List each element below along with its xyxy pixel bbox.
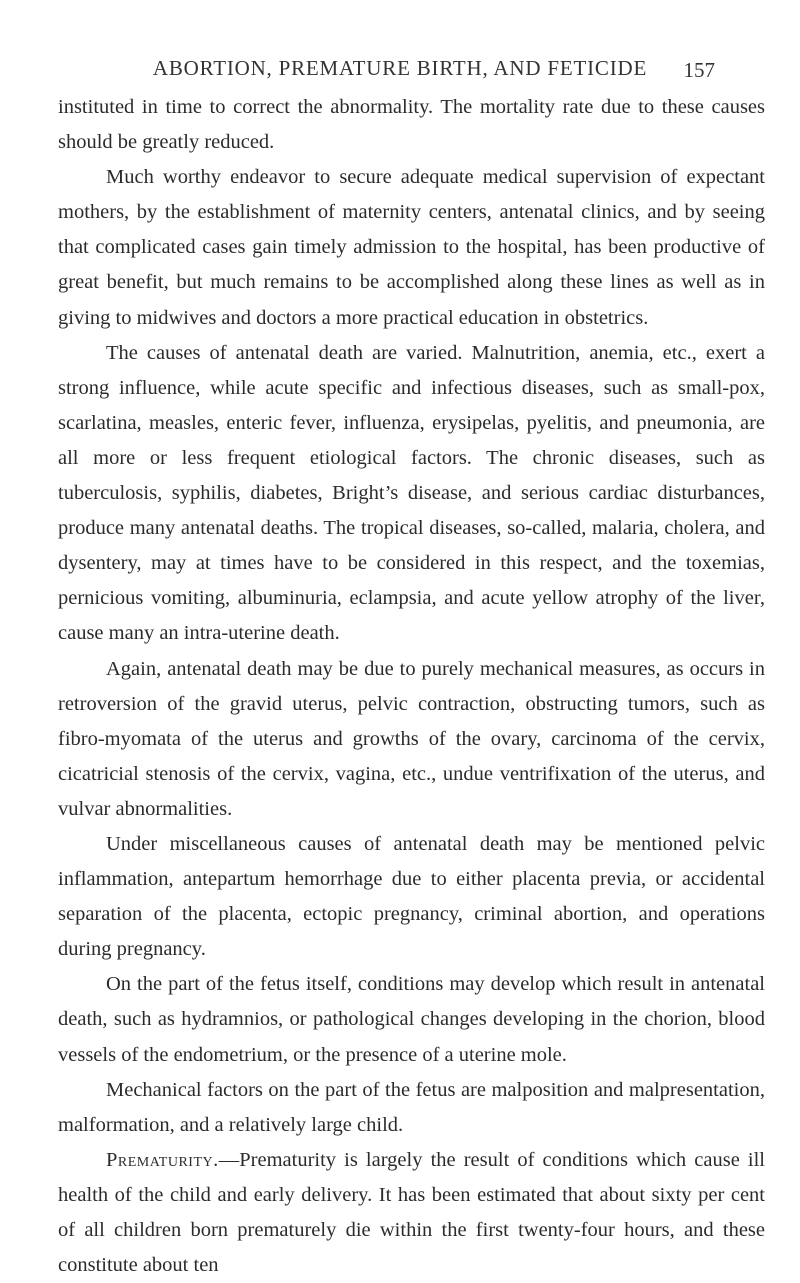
prematurity-text: —Prematurity is largely the result of conditions which cause ill health of the child and early delivery. It has been estimated that about sixty per cent of all children born prematurely die within the first twenty-four hours, and these constitute about ten — [58, 1148, 765, 1277]
paragraph-miscellaneous-causes: Under miscellaneous causes of antenatal death may be mentioned pelvic inflammation, antepartum hemorrhage due to either placenta previa, or accidental separation of the placenta, ectopic pregnancy, criminal abortion, and operations during pregnancy. — [58, 832, 765, 961]
paragraph-mechanical-fetal-factors: Mechanical factors on the part of the fetus are malposition and malpresentation, malformation, and a relatively large child. — [58, 1078, 765, 1136]
paragraph-prematurity — [58, 1143, 765, 1283]
paragraph-causes-antenatal-death: The causes of antenatal death are varied. Malnutrition, anemia, etc., exert a strong influence, while acute specific and infectious diseases, such as small-pox, scarlatina, measles, enteric fever, influenza, erysipelas, pyelitis, and pneumonia, are all more or less frequent etiological factors. The chronic diseases, such as tuberculosis, syphilis, diabetes, Bright’s disease, and serious cardiac disturbances, produce many antenatal deaths. The tropical diseases, so-called, malaria, cholera, and dysentery, may at times have to be considered in this respect, and the toxemias, pernicious vomiting, albuminuria, eclampsia, and acute yellow atrophy of the liver, cause many an intra-uterine death. — [58, 341, 765, 645]
paragraph-mechanical-measures: Again, antenatal death may be due to purely mechanical measures, as occurs in retroversion of the gravid uterus, pelvic contraction, obstructing tumors, such as fibro-myomata of the uterus and growths of the ovary, carcinoma of the cervix, cicatricial stenosis of the cervix, vagina, etc., undue ventrifixation of the uterus, and vulvar abnormalities. — [58, 657, 765, 820]
paragraph-medical-supervision: Much worthy endeavor to secure adequate medical supervision of expectant mothers, by the establishment of maternity centers, antenatal clinics, and by seeing that complicated cases gain timely admission to the hospital, has been productive of great benefit, but much remains to be accomplished along these lines as well as in giving to midwives and doctors a more practical education in obstetrics. — [58, 166, 765, 329]
running-head: ABORTION, PREMATURE BIRTH, AND FETICIDE — [152, 56, 648, 80]
page-number: 157 — [683, 58, 715, 82]
paragraph-fetal-conditions: On the part of the fetus itself, conditions may develop which result in antenatal death, such as hydramnios, or pathological changes developing in the chorion, blood vessels of the endometrium, or the presence of a uterine mole. — [58, 973, 765, 1066]
prematurity-heading: Prematurity. — [106, 1148, 219, 1171]
paragraph-continuation: instituted in time to correct the abnormality. The mortality rate due to these causes should be greatly reduced. — [58, 96, 765, 154]
body-text — [58, 90, 765, 1283]
